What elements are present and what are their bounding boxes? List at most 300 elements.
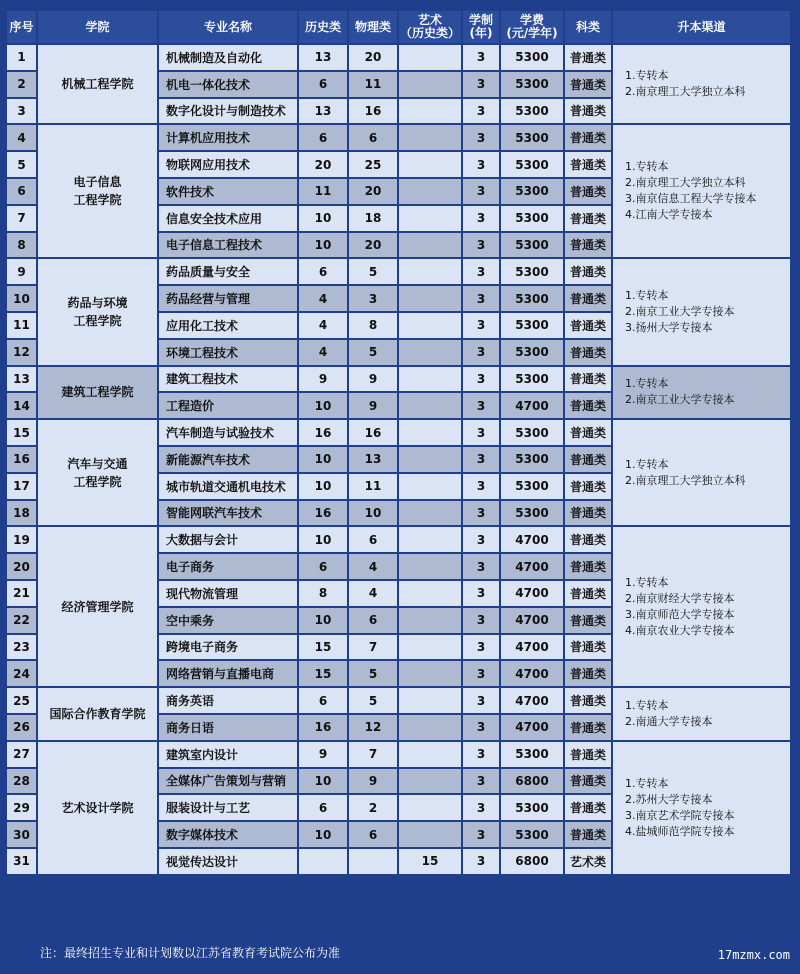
path-item: 1.专转本 xyxy=(625,377,669,391)
cell-college xyxy=(37,419,158,526)
cell-physics: 16 xyxy=(348,419,398,446)
cell-seq: 31 xyxy=(6,848,37,875)
cell-major: 数字媒体技术 xyxy=(158,821,298,848)
cell-duration: 3 xyxy=(462,124,500,151)
cell-major: 新能源汽车技术 xyxy=(158,446,298,473)
cell-major: 网络营销与直播电商 xyxy=(158,660,298,687)
cell-physics: 11 xyxy=(348,473,398,500)
cell-major: 跨境电子商务 xyxy=(158,634,298,661)
cell-duration: 3 xyxy=(462,526,500,553)
cell-history: 4 xyxy=(298,285,348,312)
cell-art xyxy=(398,205,462,232)
cell-seq: 20 xyxy=(6,553,37,580)
cell-physics: 7 xyxy=(348,741,398,768)
cell-major: 现代物流管理 xyxy=(158,580,298,607)
cell-category: 普通类 xyxy=(564,339,612,366)
cell-seq: 18 xyxy=(6,500,37,527)
cell-duration: 3 xyxy=(462,419,500,446)
cell-history: 10 xyxy=(298,446,348,473)
cell-duration: 3 xyxy=(462,312,500,339)
path-item: 1.专转本 xyxy=(625,776,669,790)
cell-duration: 3 xyxy=(462,151,500,178)
cell-major: 大数据与会计 xyxy=(158,526,298,553)
cell-major: 建筑室内设计 xyxy=(158,741,298,768)
cell-seq: 4 xyxy=(6,124,37,151)
cell-art xyxy=(398,285,462,312)
cell-art xyxy=(398,741,462,768)
cell-category: 普通类 xyxy=(564,98,612,125)
cell-physics: 16 xyxy=(348,98,398,125)
cell-fee: 6800 xyxy=(500,768,564,795)
cell-physics: 10 xyxy=(348,500,398,527)
cell-history: 10 xyxy=(298,821,348,848)
cell-duration: 3 xyxy=(462,258,500,285)
cell-seq: 21 xyxy=(6,580,37,607)
college-name-line: 国际合作教育学院 xyxy=(49,706,146,721)
cell-physics: 9 xyxy=(348,366,398,393)
cell-fee: 5300 xyxy=(500,178,564,205)
cell-art xyxy=(398,178,462,205)
cell-path xyxy=(612,741,791,875)
cell-major: 空中乘务 xyxy=(158,607,298,634)
cell-major: 汽车制造与试验技术 xyxy=(158,419,298,446)
cell-fee: 4700 xyxy=(500,526,564,553)
cell-seq: 14 xyxy=(6,392,37,419)
cell-art xyxy=(398,124,462,151)
cell-fee: 4700 xyxy=(500,714,564,741)
header-fee-line2: (元/学年) xyxy=(506,26,558,40)
cell-art xyxy=(398,258,462,285)
cell-college xyxy=(37,366,158,420)
cell-physics: 4 xyxy=(348,553,398,580)
cell-history: 13 xyxy=(298,44,348,71)
cell-seq: 26 xyxy=(6,714,37,741)
cell-fee: 5300 xyxy=(500,821,564,848)
header-physics: 物理类 xyxy=(348,10,398,44)
cell-category: 普通类 xyxy=(564,500,612,527)
cell-duration: 3 xyxy=(462,178,500,205)
college-name-line: 经济管理学院 xyxy=(61,599,134,614)
cell-fee: 4700 xyxy=(500,634,564,661)
header-duration xyxy=(462,10,500,44)
header-art-line2: （历史类） xyxy=(399,26,460,40)
path-item: 2.南京理工大学独立本科 xyxy=(625,473,746,487)
cell-fee: 5300 xyxy=(500,71,564,98)
cell-fee: 5300 xyxy=(500,205,564,232)
cell-category: 普通类 xyxy=(564,205,612,232)
cell-art xyxy=(398,366,462,393)
cell-duration: 3 xyxy=(462,821,500,848)
cell-physics: 5 xyxy=(348,258,398,285)
cell-seq: 10 xyxy=(6,285,37,312)
cell-seq: 19 xyxy=(6,526,37,553)
cell-college xyxy=(37,687,158,741)
path-item: 2.南京理工大学独立本科 xyxy=(625,85,746,99)
cell-history: 6 xyxy=(298,553,348,580)
table-row xyxy=(6,124,791,151)
cell-major: 软件技术 xyxy=(158,178,298,205)
path-item: 4.南京农业大学专接本 xyxy=(625,623,735,637)
college-name-line: 工程学院 xyxy=(73,193,122,208)
cell-physics xyxy=(348,848,398,875)
cell-duration: 3 xyxy=(462,98,500,125)
cell-fee: 5300 xyxy=(500,794,564,821)
cell-physics: 8 xyxy=(348,312,398,339)
header-fee xyxy=(500,10,564,44)
cell-category: 普通类 xyxy=(564,473,612,500)
cell-art xyxy=(398,607,462,634)
cell-art xyxy=(398,687,462,714)
path-item: 2.南京财经大学专接本 xyxy=(625,591,735,605)
college-name-line: 药品与环境 xyxy=(67,295,128,310)
cell-art xyxy=(398,44,462,71)
cell-duration: 3 xyxy=(462,473,500,500)
cell-major: 物联网应用技术 xyxy=(158,151,298,178)
cell-history: 6 xyxy=(298,794,348,821)
cell-history: 10 xyxy=(298,768,348,795)
cell-category: 普通类 xyxy=(564,821,612,848)
table-body xyxy=(6,44,791,875)
cell-fee: 5300 xyxy=(500,312,564,339)
cell-history: 10 xyxy=(298,392,348,419)
cell-category: 普通类 xyxy=(564,794,612,821)
cell-seq: 17 xyxy=(6,473,37,500)
cell-category: 普通类 xyxy=(564,44,612,71)
cell-fee: 4700 xyxy=(500,553,564,580)
cell-category: 普通类 xyxy=(564,446,612,473)
cell-category: 普通类 xyxy=(564,151,612,178)
cell-seq: 16 xyxy=(6,446,37,473)
cell-history: 15 xyxy=(298,660,348,687)
path-item: 1.专转本 xyxy=(625,288,669,302)
cell-history: 10 xyxy=(298,205,348,232)
cell-art xyxy=(398,821,462,848)
cell-history: 8 xyxy=(298,580,348,607)
cell-seq: 30 xyxy=(6,821,37,848)
cell-physics: 9 xyxy=(348,392,398,419)
cell-duration: 3 xyxy=(462,580,500,607)
cell-major: 应用化工技术 xyxy=(158,312,298,339)
cell-duration: 3 xyxy=(462,848,500,875)
cell-duration: 3 xyxy=(462,660,500,687)
cell-major: 计算机应用技术 xyxy=(158,124,298,151)
table-row xyxy=(6,258,791,285)
cell-history: 10 xyxy=(298,607,348,634)
path-item: 3.南京信息工程大学专接本 xyxy=(625,192,757,206)
cell-art xyxy=(398,312,462,339)
cell-fee: 5300 xyxy=(500,473,564,500)
cell-fee: 5300 xyxy=(500,151,564,178)
cell-physics: 2 xyxy=(348,794,398,821)
cell-category: 普通类 xyxy=(564,634,612,661)
cell-seq: 29 xyxy=(6,794,37,821)
cell-fee: 6800 xyxy=(500,848,564,875)
cell-category: 普通类 xyxy=(564,419,612,446)
cell-art xyxy=(398,446,462,473)
cell-major: 环境工程技术 xyxy=(158,339,298,366)
cell-fee: 5300 xyxy=(500,741,564,768)
path-item: 2.南通大学专接本 xyxy=(625,714,713,728)
cell-physics: 6 xyxy=(348,526,398,553)
cell-seq: 11 xyxy=(6,312,37,339)
cell-fee: 5300 xyxy=(500,258,564,285)
cell-art xyxy=(398,392,462,419)
cell-major: 数字化设计与制造技术 xyxy=(158,98,298,125)
path-item: 2.南京理工大学独立本科 xyxy=(625,176,746,190)
cell-art xyxy=(398,580,462,607)
header-seq: 序号 xyxy=(6,10,37,44)
cell-fee: 5300 xyxy=(500,419,564,446)
cell-art xyxy=(398,768,462,795)
cell-fee: 5300 xyxy=(500,44,564,71)
cell-seq: 12 xyxy=(6,339,37,366)
cell-art xyxy=(398,660,462,687)
cell-path xyxy=(612,526,791,687)
cell-history: 11 xyxy=(298,178,348,205)
header-art xyxy=(398,10,462,44)
cell-seq: 9 xyxy=(6,258,37,285)
cell-path xyxy=(612,366,791,420)
cell-art xyxy=(398,419,462,446)
cell-college xyxy=(37,124,158,258)
cell-art xyxy=(398,473,462,500)
cell-duration: 3 xyxy=(462,607,500,634)
cell-category: 普通类 xyxy=(564,312,612,339)
cell-category: 普通类 xyxy=(564,178,612,205)
cell-major: 机电一体化技术 xyxy=(158,71,298,98)
cell-physics: 25 xyxy=(348,151,398,178)
cell-major: 全媒体广告策划与营销 xyxy=(158,768,298,795)
college-name-line: 工程学院 xyxy=(73,313,122,328)
cell-duration: 3 xyxy=(462,741,500,768)
cell-path xyxy=(612,44,791,124)
college-name-line: 汽车与交通 xyxy=(67,456,128,471)
cell-major: 城市轨道交通机电技术 xyxy=(158,473,298,500)
path-item: 1.专转本 xyxy=(625,69,669,83)
cell-duration: 3 xyxy=(462,44,500,71)
cell-duration: 3 xyxy=(462,366,500,393)
cell-art xyxy=(398,634,462,661)
cell-physics: 5 xyxy=(348,687,398,714)
college-name-line: 艺术设计学院 xyxy=(61,800,134,815)
cell-physics: 20 xyxy=(348,44,398,71)
cell-major: 信息安全技术应用 xyxy=(158,205,298,232)
header-duration-line2: (年) xyxy=(469,26,493,40)
cell-seq: 5 xyxy=(6,151,37,178)
cell-physics: 20 xyxy=(348,178,398,205)
cell-major: 商务日语 xyxy=(158,714,298,741)
cell-history xyxy=(298,848,348,875)
cell-history: 16 xyxy=(298,500,348,527)
cell-duration: 3 xyxy=(462,634,500,661)
header-college: 学院 xyxy=(37,10,158,44)
cell-duration: 3 xyxy=(462,687,500,714)
cell-major: 药品质量与安全 xyxy=(158,258,298,285)
cell-fee: 4700 xyxy=(500,580,564,607)
cell-duration: 3 xyxy=(462,205,500,232)
college-name-line: 工程学院 xyxy=(73,474,122,489)
cell-college xyxy=(37,44,158,124)
cell-seq: 3 xyxy=(6,98,37,125)
path-item: 2.苏州大学专接本 xyxy=(625,792,713,806)
cell-fee: 5300 xyxy=(500,446,564,473)
cell-category: 普通类 xyxy=(564,285,612,312)
cell-history: 20 xyxy=(298,151,348,178)
cell-fee: 5300 xyxy=(500,98,564,125)
cell-duration: 3 xyxy=(462,768,500,795)
path-item: 2.南京工业大学专接本 xyxy=(625,304,735,318)
path-item: 1.专转本 xyxy=(625,575,669,589)
header-duration-line1: 学制 xyxy=(468,13,493,27)
cell-major: 药品经营与管理 xyxy=(158,285,298,312)
college-name-line: 机械工程学院 xyxy=(61,77,134,92)
cell-art xyxy=(398,714,462,741)
cell-category: 普通类 xyxy=(564,741,612,768)
cell-seq: 8 xyxy=(6,232,37,259)
cell-physics: 11 xyxy=(348,71,398,98)
cell-fee: 4700 xyxy=(500,392,564,419)
cell-history: 9 xyxy=(298,741,348,768)
path-item: 3.南京艺术学院专接本 xyxy=(625,808,735,822)
cell-fee: 4700 xyxy=(500,660,564,687)
path-item: 4.江南大学专接本 xyxy=(625,208,713,222)
cell-seq: 6 xyxy=(6,178,37,205)
table-row xyxy=(6,366,791,393)
header-path: 升本渠道 xyxy=(612,10,791,44)
cell-seq: 2 xyxy=(6,71,37,98)
cell-duration: 3 xyxy=(462,794,500,821)
cell-category: 普通类 xyxy=(564,553,612,580)
cell-history: 6 xyxy=(298,258,348,285)
cell-physics: 9 xyxy=(348,768,398,795)
cell-duration: 3 xyxy=(462,714,500,741)
cell-history: 6 xyxy=(298,71,348,98)
cell-category: 艺术类 xyxy=(564,848,612,875)
cell-major: 服装设计与工艺 xyxy=(158,794,298,821)
cell-path xyxy=(612,124,791,258)
header-history: 历史类 xyxy=(298,10,348,44)
table-row xyxy=(6,526,791,553)
cell-category: 普通类 xyxy=(564,526,612,553)
cell-seq: 1 xyxy=(6,44,37,71)
cell-category: 普通类 xyxy=(564,392,612,419)
cell-category: 普通类 xyxy=(564,366,612,393)
cell-college xyxy=(37,741,158,875)
table-row xyxy=(6,687,791,714)
cell-history: 6 xyxy=(298,124,348,151)
cell-major: 工程造价 xyxy=(158,392,298,419)
cell-history: 4 xyxy=(298,339,348,366)
cell-physics: 13 xyxy=(348,446,398,473)
cell-category: 普通类 xyxy=(564,232,612,259)
cell-history: 4 xyxy=(298,312,348,339)
path-item: 3.南京师范大学专接本 xyxy=(625,607,735,621)
cell-category: 普通类 xyxy=(564,258,612,285)
cell-seq: 15 xyxy=(6,419,37,446)
cell-history: 16 xyxy=(298,714,348,741)
cell-history: 10 xyxy=(298,526,348,553)
cell-physics: 20 xyxy=(348,232,398,259)
cell-physics: 6 xyxy=(348,607,398,634)
path-item: 2.南京工业大学专接本 xyxy=(625,393,735,407)
cell-art xyxy=(398,794,462,821)
cell-category: 普通类 xyxy=(564,580,612,607)
cell-duration: 3 xyxy=(462,500,500,527)
cell-art xyxy=(398,553,462,580)
cell-fee: 5300 xyxy=(500,366,564,393)
cell-art xyxy=(398,98,462,125)
cell-major: 机械制造及自动化 xyxy=(158,44,298,71)
college-name-line: 电子信息 xyxy=(73,175,122,190)
header-fee-line1: 学费 xyxy=(519,13,544,27)
cell-seq: 28 xyxy=(6,768,37,795)
cell-art xyxy=(398,339,462,366)
cell-physics: 3 xyxy=(348,285,398,312)
cell-fee: 5300 xyxy=(500,124,564,151)
cell-fee: 5300 xyxy=(500,500,564,527)
cell-seq: 27 xyxy=(6,741,37,768)
table-row xyxy=(6,741,791,768)
cell-college xyxy=(37,526,158,687)
cell-seq: 7 xyxy=(6,205,37,232)
cell-history: 9 xyxy=(298,366,348,393)
cell-category: 普通类 xyxy=(564,660,612,687)
cell-major: 商务英语 xyxy=(158,687,298,714)
cell-duration: 3 xyxy=(462,392,500,419)
cell-seq: 24 xyxy=(6,660,37,687)
cell-major: 视觉传达设计 xyxy=(158,848,298,875)
header-category: 科类 xyxy=(564,10,612,44)
cell-duration: 3 xyxy=(462,232,500,259)
path-item: 4.盐城师范学院专接本 xyxy=(625,824,735,838)
cell-category: 普通类 xyxy=(564,71,612,98)
cell-duration: 3 xyxy=(462,285,500,312)
cell-art xyxy=(398,232,462,259)
footnote: 注：最终招生专业和计划数以江苏省教育考试院公布为准 xyxy=(40,946,341,960)
cell-history: 10 xyxy=(298,473,348,500)
header-row xyxy=(6,10,791,44)
cell-major: 电子信息工程技术 xyxy=(158,232,298,259)
cell-history: 13 xyxy=(298,98,348,125)
path-item: 1.专转本 xyxy=(625,160,669,174)
header-major: 专业名称 xyxy=(158,10,298,44)
cell-history: 16 xyxy=(298,419,348,446)
table-row xyxy=(6,44,791,71)
cell-history: 10 xyxy=(298,232,348,259)
cell-duration: 3 xyxy=(462,553,500,580)
cell-category: 普通类 xyxy=(564,124,612,151)
cell-physics: 6 xyxy=(348,821,398,848)
college-name-line: 建筑工程学院 xyxy=(61,385,134,400)
cell-physics: 6 xyxy=(348,124,398,151)
cell-duration: 3 xyxy=(462,446,500,473)
watermark: 17mzmx.com xyxy=(717,948,790,962)
cell-fee: 5300 xyxy=(500,285,564,312)
header-art-line1: 艺术 xyxy=(417,13,442,27)
cell-major: 电子商务 xyxy=(158,553,298,580)
table-row xyxy=(6,419,791,446)
cell-fee: 4700 xyxy=(500,687,564,714)
cell-fee: 5300 xyxy=(500,339,564,366)
cell-art: 15 xyxy=(398,848,462,875)
cell-physics: 5 xyxy=(348,660,398,687)
cell-category: 普通类 xyxy=(564,768,612,795)
cell-college xyxy=(37,258,158,365)
cell-category: 普通类 xyxy=(564,607,612,634)
cell-path xyxy=(612,419,791,526)
cell-seq: 13 xyxy=(6,366,37,393)
cell-physics: 5 xyxy=(348,339,398,366)
